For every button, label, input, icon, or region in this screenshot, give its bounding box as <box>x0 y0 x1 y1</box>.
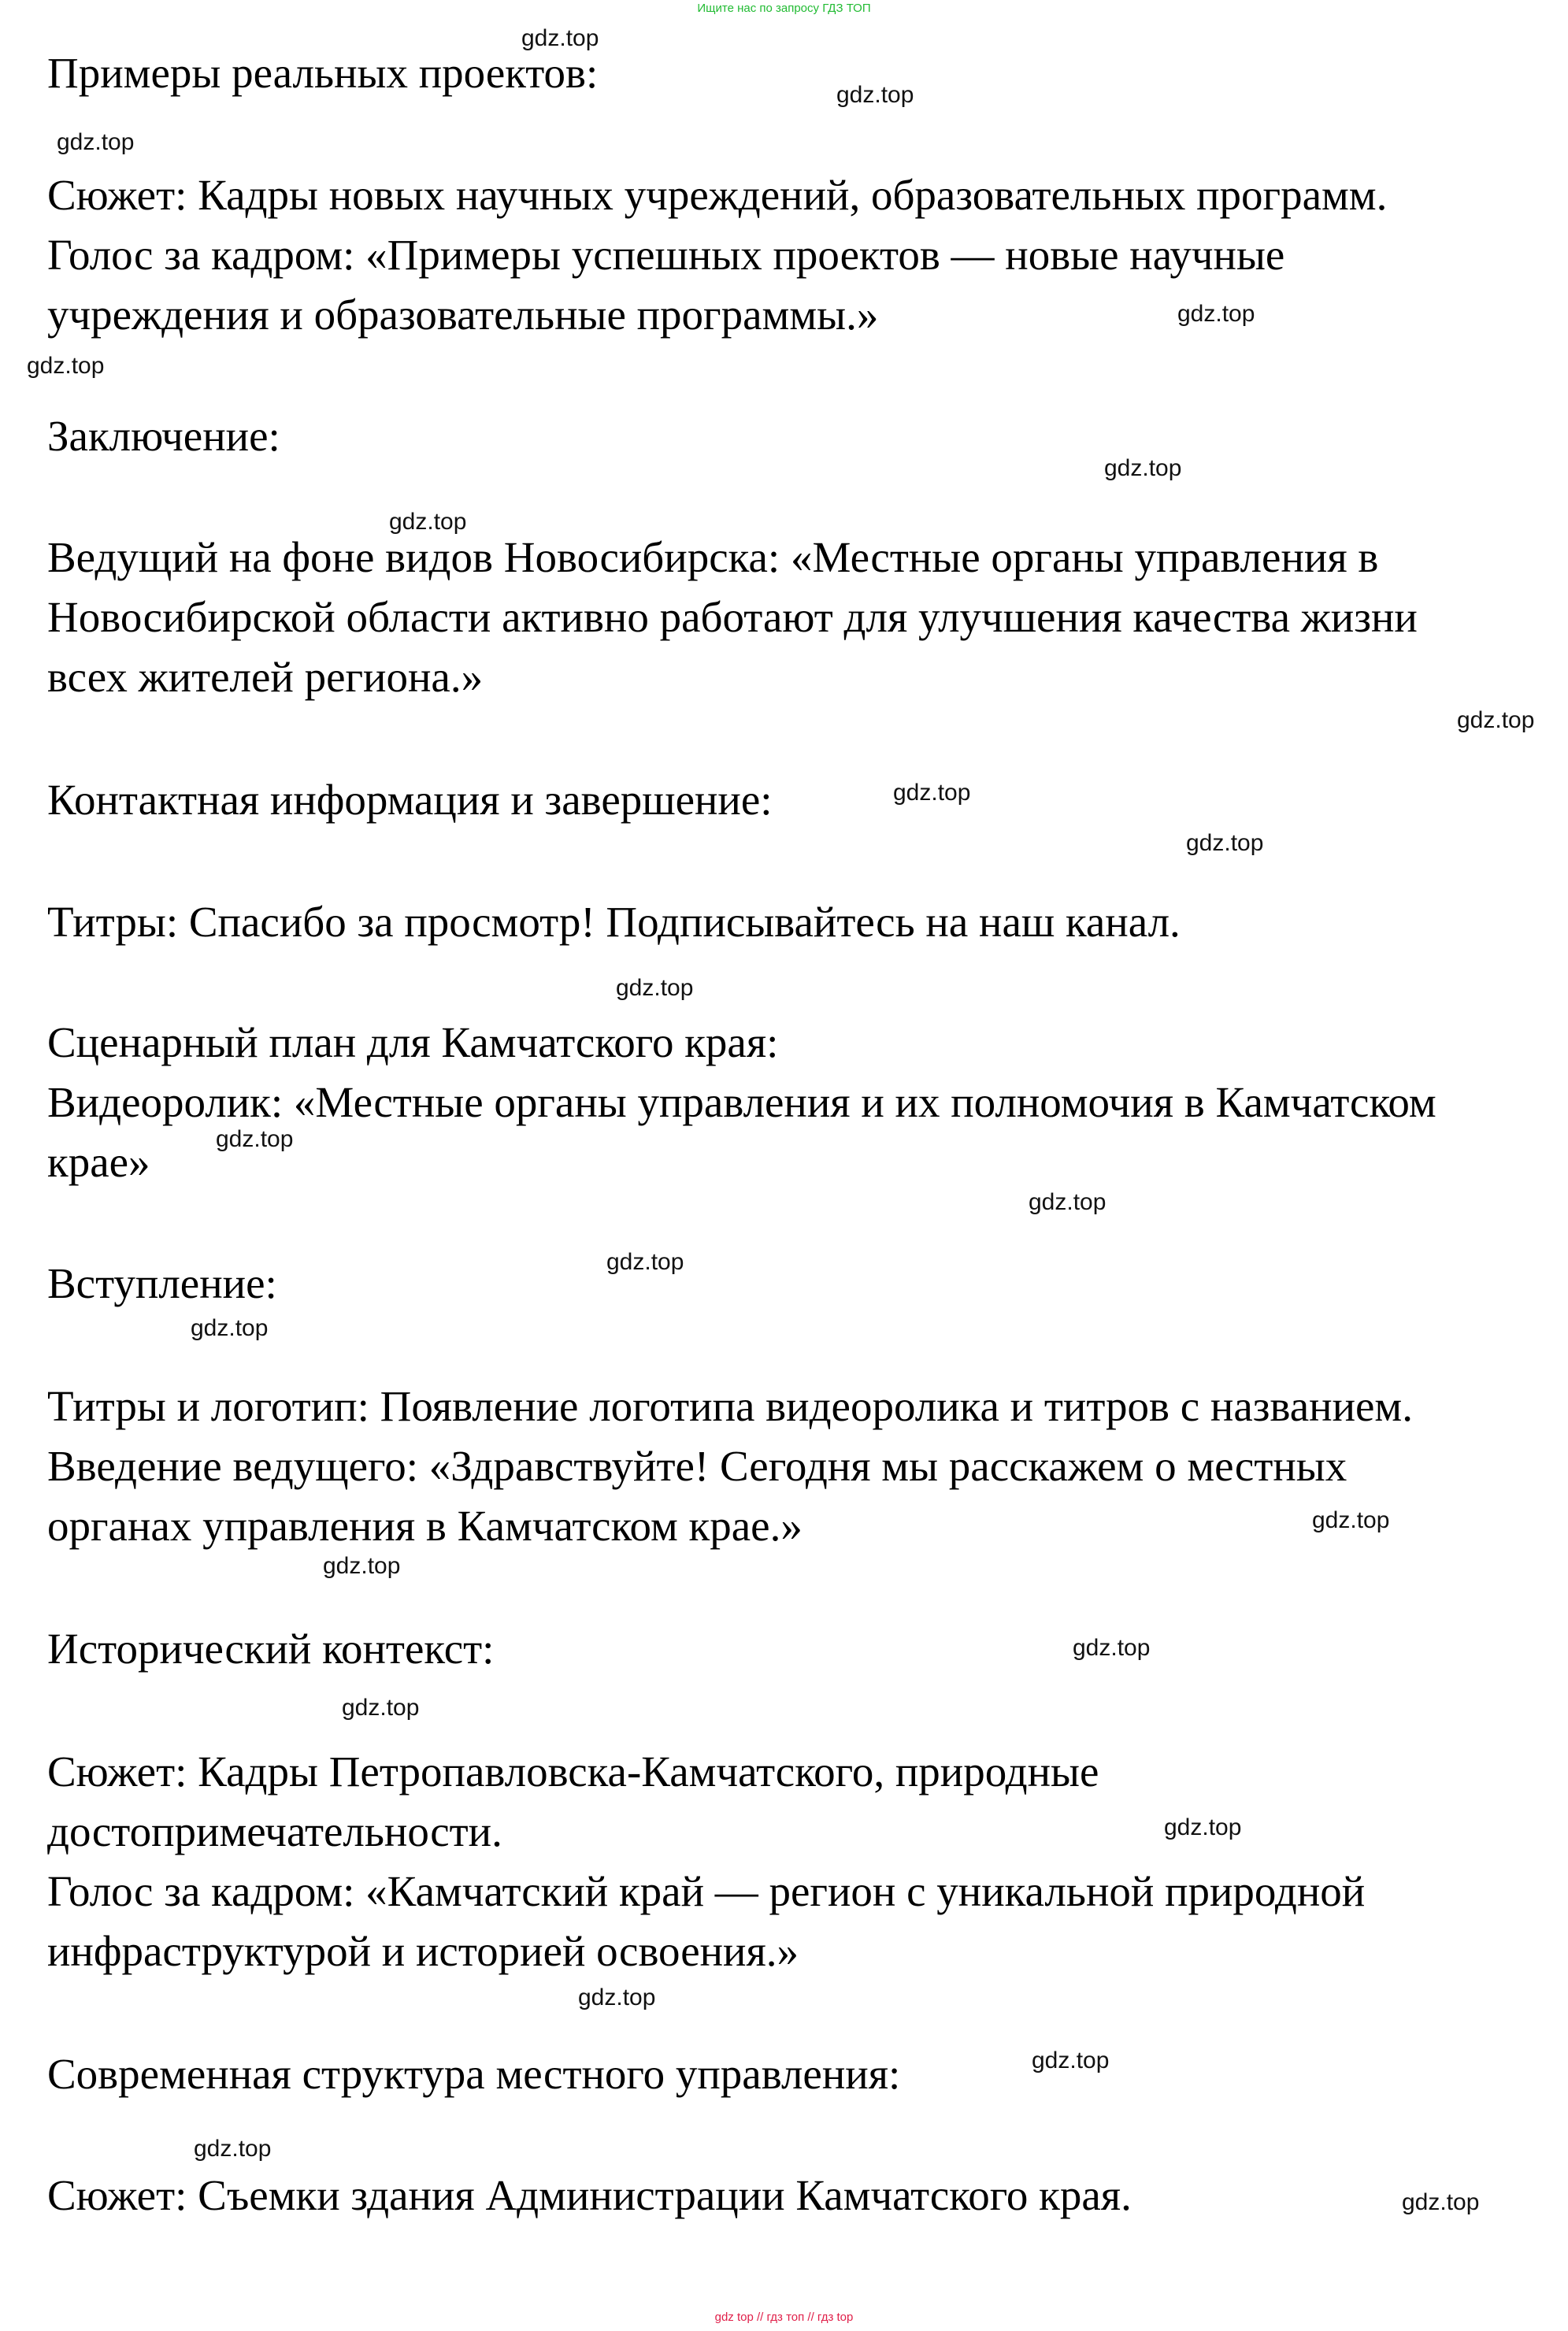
text-line: крае» <box>47 1138 150 1186</box>
watermark: gdz.top <box>1029 1189 1106 1215</box>
watermark: gdz.top <box>521 25 599 51</box>
watermark: gdz.top <box>1402 2189 1480 2215</box>
watermark: gdz.top <box>578 1984 656 2010</box>
watermark: gdz.top <box>191 1315 269 1341</box>
text-line: Титры: Спасибо за просмотр! Подписывайтесь на наш канал. <box>47 898 1181 946</box>
text-line: всех жителей региона.» <box>47 653 484 701</box>
watermark: gdz.top <box>342 1695 420 1721</box>
text-line: Новосибирской области активно работают для улучшения качества жизни <box>47 593 1418 641</box>
section-heading-introduction: Вступление: <box>47 1259 277 1307</box>
text-line: Голос за кадром: «Примеры успешных проектов — новые научные <box>47 231 1285 279</box>
watermark: gdz.top <box>389 509 467 535</box>
text-line: инфраструктурой и историей освоения.» <box>47 1927 799 1975</box>
watermark: gdz.top <box>1104 455 1182 481</box>
text-line: Титры и логотип: Появление логотипа видеоролика и титров с названием. <box>47 1382 1413 1430</box>
watermark: gdz.top <box>1164 1814 1242 1840</box>
watermark: gdz.top <box>1177 301 1255 327</box>
text-line: органах управления в Камчатском крае.» <box>47 1502 803 1550</box>
top-banner: Ищите нас по запросу ГДЗ ТОП <box>697 2 871 15</box>
text-line: Видеоролик: «Местные органы управления и их полномочия в Камчатском <box>47 1078 1436 1126</box>
watermark: gdz.top <box>216 1126 294 1152</box>
section-heading-contacts: Контактная информация и завершение: <box>47 776 773 824</box>
watermark: gdz.top <box>323 1553 401 1579</box>
text-line: достопримечательности. <box>47 1807 502 1855</box>
watermark: gdz.top <box>194 2136 272 2162</box>
watermark: gdz.top <box>1032 2048 1110 2073</box>
watermark: gdz.top <box>616 975 694 1001</box>
section-heading-history: Исторический контекст: <box>47 1625 495 1673</box>
text-line: учреждения и образовательные программы.» <box>47 291 879 339</box>
footer-watermark: gdz top // гдз топ // гдз top <box>714 2311 854 2324</box>
section-heading-kamchatka-plan: Сценарный план для Камчатского края: <box>47 1018 779 1066</box>
section-heading-modern-structure: Современная структура местного управления: <box>47 2050 901 2098</box>
watermark: gdz.top <box>57 129 135 155</box>
section-heading-conclusion: Заключение: <box>47 412 280 460</box>
watermark: gdz.top <box>836 82 914 108</box>
text-line: Голос за кадром: «Камчатский край — регион с уникальной природной <box>47 1867 1366 1915</box>
watermark: gdz.top <box>1457 707 1535 733</box>
text-line: Введение ведущего: «Здравствуйте! Сегодня мы расскажем о местных <box>47 1442 1347 1490</box>
watermark: gdz.top <box>606 1249 684 1275</box>
watermark: gdz.top <box>1073 1635 1151 1661</box>
text-line: Сюжет: Кадры новых научных учреждений, образовательных программ. <box>47 171 1388 219</box>
text-line: Сюжет: Съемки здания Администрации Камчатского края. <box>47 2171 1132 2219</box>
section-heading-real-projects: Примеры реальных проектов: <box>47 49 599 97</box>
watermark: gdz.top <box>1186 830 1264 856</box>
watermark: gdz.top <box>27 353 105 379</box>
watermark: gdz.top <box>1312 1507 1390 1533</box>
watermark: gdz.top <box>893 780 971 806</box>
text-line: Ведущий на фоне видов Новосибирска: «Местные органы управления в <box>47 533 1379 581</box>
text-line: Сюжет: Кадры Петропавловска-Камчатского, природные <box>47 1747 1099 1796</box>
